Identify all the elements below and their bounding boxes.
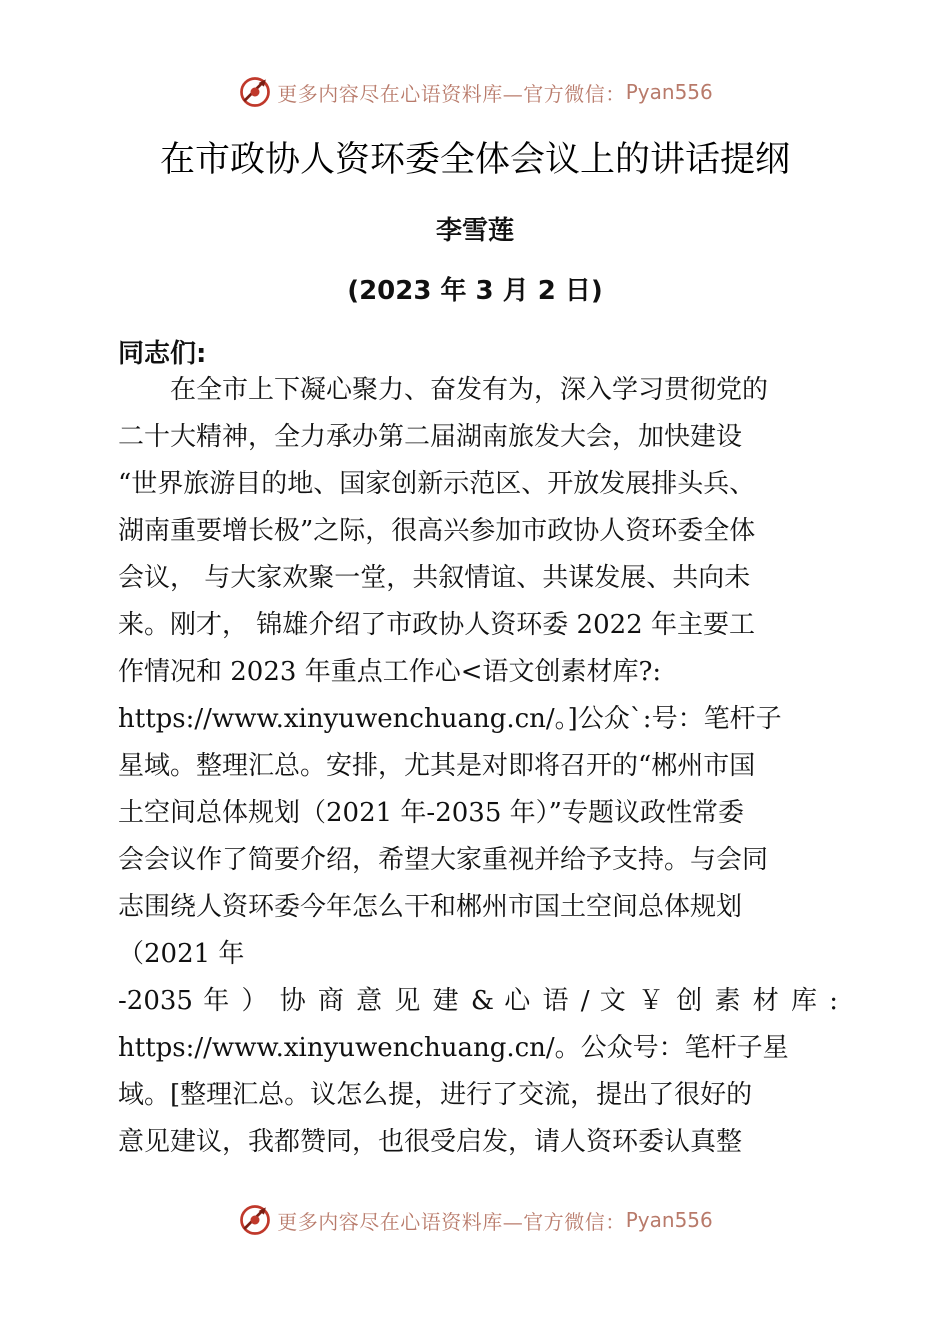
text-line: 星域。整理汇总。安排，尤其是对即将召开的“郴州市国 (118, 751, 756, 781)
text-line: 湖南重要增长极”之际，很高兴参加市政协人资环委全体 (118, 516, 756, 546)
text-line: “世界旅游目的地、国家创新示范区、开放发展排头兵、 (118, 469, 756, 499)
text-line: 来。刚才， 锦雄介绍了市政协人资环委 2022 年主要工 (118, 610, 755, 640)
header-banner (0, 72, 950, 112)
logo-icon (237, 74, 273, 110)
footer-banner (0, 1200, 950, 1240)
salutation: 同志们: (118, 339, 207, 369)
text-line: （2021 年 (118, 939, 245, 969)
body-text (118, 370, 838, 1169)
banner-text: 更多内容尽在心语资料库—官方微信： (277, 81, 626, 106)
text-line: https://www.xinyuwenchuang.cn/。公众号：笔杆子星 (118, 1033, 789, 1063)
text-line: 意见建议，我都赞同，也很受启发，请人资环委认真整 (118, 1127, 743, 1157)
text-line: https://www.xinyuwenchuang.cn/。]公众`:号：笔杆子 (118, 704, 782, 734)
text-line: -2035 年 ） 协 商 意 见 建 & 心 语 / 文 ￥ 创 素 材 库 : (118, 986, 838, 1016)
banner-text: 更多内容尽在心语资料库—官方微信： (277, 1209, 626, 1234)
text-line: 土空间总体规划（2021 年-2035 年）”专题议政性常委 (118, 798, 744, 828)
banner-wechat-id: Pyan556 (625, 80, 713, 104)
banner-wechat-id: Pyan556 (625, 1208, 713, 1232)
text-line: 二十大精神，全力承办第二届湖南旅发大会，加快建设 (118, 422, 743, 452)
text-line: 域。[整理汇总。议怎么提，进行了交流，提出了很好的 (118, 1080, 753, 1110)
text-line: 作情况和 2023 年重点工作心<语文创素材库?: (118, 657, 662, 687)
text-line: 在全市上下凝心聚力、奋发有为，深入学习贯彻党的 (118, 375, 769, 405)
logo-icon (237, 1202, 273, 1238)
page-title: 在市政协人资环委全体会议上的讲话提纲 (159, 140, 790, 180)
text-line: 会议， 与大家欢聚一堂，共叙情谊、共谋发展、共向未 (118, 563, 751, 593)
date: (2023 年 3 月 2 日) (347, 276, 603, 306)
text-line: 志围绕人资环委今年怎么干和郴州市国土空间总体规划 (118, 892, 743, 922)
text-line: 会会议作了简要介绍，希望大家重视并给予支持。与会同 (118, 845, 769, 875)
author: 李雪莲 (435, 216, 514, 246)
